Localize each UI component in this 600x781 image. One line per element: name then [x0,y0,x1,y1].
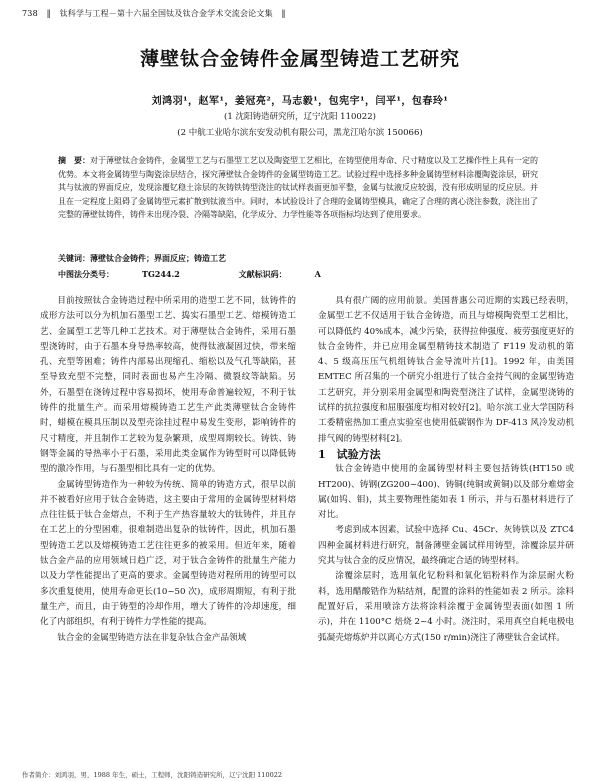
paragraph: 目前按照钛合金铸造过程中所采用的造型工艺不同，钛铸件的成形方法可以分为机加石墨型工艺、捣实石墨型工艺、熔模铸造工艺、金属型工艺等几种工艺技术。对于薄壁钛合金铸件，采用石墨型浇铸时，由于石墨本身导热率较高，使得钛液凝固过快，带来缩孔、充型等困难；铸件内部易出现缩孔、缩松以及气孔等缺陷，甚至导致充型不完整，同时表面也易产生冷隔、微裂纹等缺陷。另外，石墨型在浇铸过程中容易损坏，使用寿命普遍较短，不利于钛铸件的批量生产。而采用熔模铸造工艺生产此类薄壁钛合金铸件时，蜡模在模具压制以及型壳涂挂过程中易发生变形，影响铸件的尺寸精度，并且制作工艺较为复杂繁琐，成型周期较长。铸铁、铸钢等金属的导热率小于石墨，采用此类金属作为铸型时可以降低铸型的激冷作用，与石墨型相比具有一定的优势。 [40,296,296,475]
classification [58,269,377,280]
clc-value: TG244.2 [142,269,180,279]
separator-icon: ‖ [46,9,51,18]
clc-label: 中图法分类号： [58,269,114,279]
abstract-label: 摘 要： [58,155,90,165]
keywords-text: 薄壁钛合金铸件；界面反应；铸造工艺 [90,253,226,263]
journal-name: 钛科学与工程－第十六届全国钛及钛合金学术交流会论文集 [59,9,273,18]
keywords-label: 关键词： [58,253,90,263]
affiliation-1: (1 沈阳铸造研究所，辽宁沈阳 110022) [224,112,376,122]
affiliation-2: (2 中航工业哈尔滨东安发动机有限公司，黑龙江哈尔滨 150066) [177,128,423,138]
page-number: 738 [22,9,38,18]
paragraph: 钛合金的金属型铸造方法在非复杂钛合金产品领域 [57,632,247,643]
keywords [58,253,226,264]
running-header [22,8,292,19]
abstract-text: 对于薄壁钛合金铸件，金属型工艺与石墨型工艺以及陶瓷型工艺相比，在铸型使用寿命、尺寸精度以及工艺操作性上具有一定的优势。本文将金属铸型与陶瓷涂层结合，探究薄壁钛合金铸件的金属型铸造工艺。试验过程中选择多种金属铸型材料涂覆陶瓷涂层，研究其与钛液的界面反应，发现涂覆钇稳土涂层的灰铸铁铸型浇注的钛试样表面更加平整，金属与钛液反应较弱，没有形成明显的反应层。并且在一定程度上阻碍了金属铸型元素扩散到钛液当中。同时，本试验设计了合理的金属铸型模具，确定了合理的离心浇注参数，浇注出了完整的薄壁钛铸件，铸件未出现冷裂、冷隔等缺陷，化学成分、力学性能等各项指标均达到了使用要求。 [58,156,538,220]
authors: 刘鸿羽¹，赵军¹，姜冠亮²，马志毅¹，包宪宇¹，闫平¹，包春玲¹ [151,96,449,107]
section-heading: 1 试验方法 [318,447,381,461]
paragraph: 钛合金铸造中使用的金属铸型材料主要包括铸铁(HT150 或 HT200)、铸钢(ZG200~400)、铸铜(纯铜或黄铜)以及部分难熔金属(如钨、钼)，其主要物理性能如表 1 所示，并与石墨材料进行了对比。 [318,464,574,521]
paragraph: 涂覆涂层时，选用氧化钇粉料和氧化铝粉料作为涂层耐火粉料，选用醋酸锆作为粘结剂，配置的涂料的性能如表 2 所示。涂料配置好后，采用喷涂方法将涂料涂覆于金属铸型表面(如图 1 所示)，并在 1100°C 焙烧 2~4 小时。浇注时，采用真空自耗电极电弧凝壳熔炼炉并以离心方式(150 r/min)浇注了薄壁钛合金试样。 [318,571,574,643]
doc-value: A [314,269,321,279]
body-left-column [40,294,296,646]
footnote: 作者简介：刘鸿羽，男，1988 年生，硕士，工程师，沈阳铸造研究所，辽宁沈阳 110022 [22,771,282,779]
body-right-column [318,294,574,646]
paragraph: 考虑到成本因素，试验中选择 Cu、45Cr、灰铸铁以及 ZTC4 四种金属材料进行研究，制备薄壁金属试样用铸型，涂覆涂层并研究其与钛合金的反应情况，最终确定合适的铸型材料。 [318,525,574,567]
paper-title: 薄壁钛合金铸件金属型铸造工艺研究 [139,48,460,70]
paragraph: 具有很广阔的应用前景。美国普惠公司近期的实践已经表明，金属型工艺不仅适用于钛合金铸造，而且与熔模陶瓷型工艺相比，可以降低约 40%成本，减少污染，获得拉伸强度、疲劳强度更好的钛合金铸件，并已应用金属型精铸技术制造了 F119 发动机的第 4、5 级高压压气机组铸钛合金导流叶片[1]。1992 年，由美国 EMTEC 所召集的一个研究小组进行了钛合金持气阀的金属型铸造工艺研究，并分别采用金属型和陶瓷型浇注了试样，金属型浇铸的试样的抗拉强度和屈服强度均相对较好[2]。哈尔滨工业大学国防科工委精密热加工重点实验室也使用低碳钢作为 DF-413 风冷发动机排气阀的铸型材料[2]。 [318,296,574,444]
paragraph: 金属铸型铸造作为一种较为传统、简单的铸造方式，很早以前并不被看好应用于钛合金铸造，这主要由于常用的金属铸型材料熔点往往低于钛合金熔点，不利于生产热容量较大的钛铸件，并且存在工艺上的分型困难，很难制造出复杂的钛铸件，因此，机加石墨型铸造工艺以及熔模铸造工艺往往更多的被采用。但近年来，随着钛合金产品的应用领域日趋广泛，对于钛合金铸件的批量生产能力以及力学性能提出了更高的要求。金属型铸造对程所用的铸型可以多次重复使用，使用寿命更长(10~50 次)，成形周期短，有利于批量生产，而且，由于铸型的冷却作用，增大了铸件的冷却速度，细化了内部组织，有利于铸件力学性能的提高。 [40,479,296,628]
doc-label: 文献标识码： [238,269,287,279]
abstract [58,154,538,222]
separator-icon: ‖ [281,9,286,18]
